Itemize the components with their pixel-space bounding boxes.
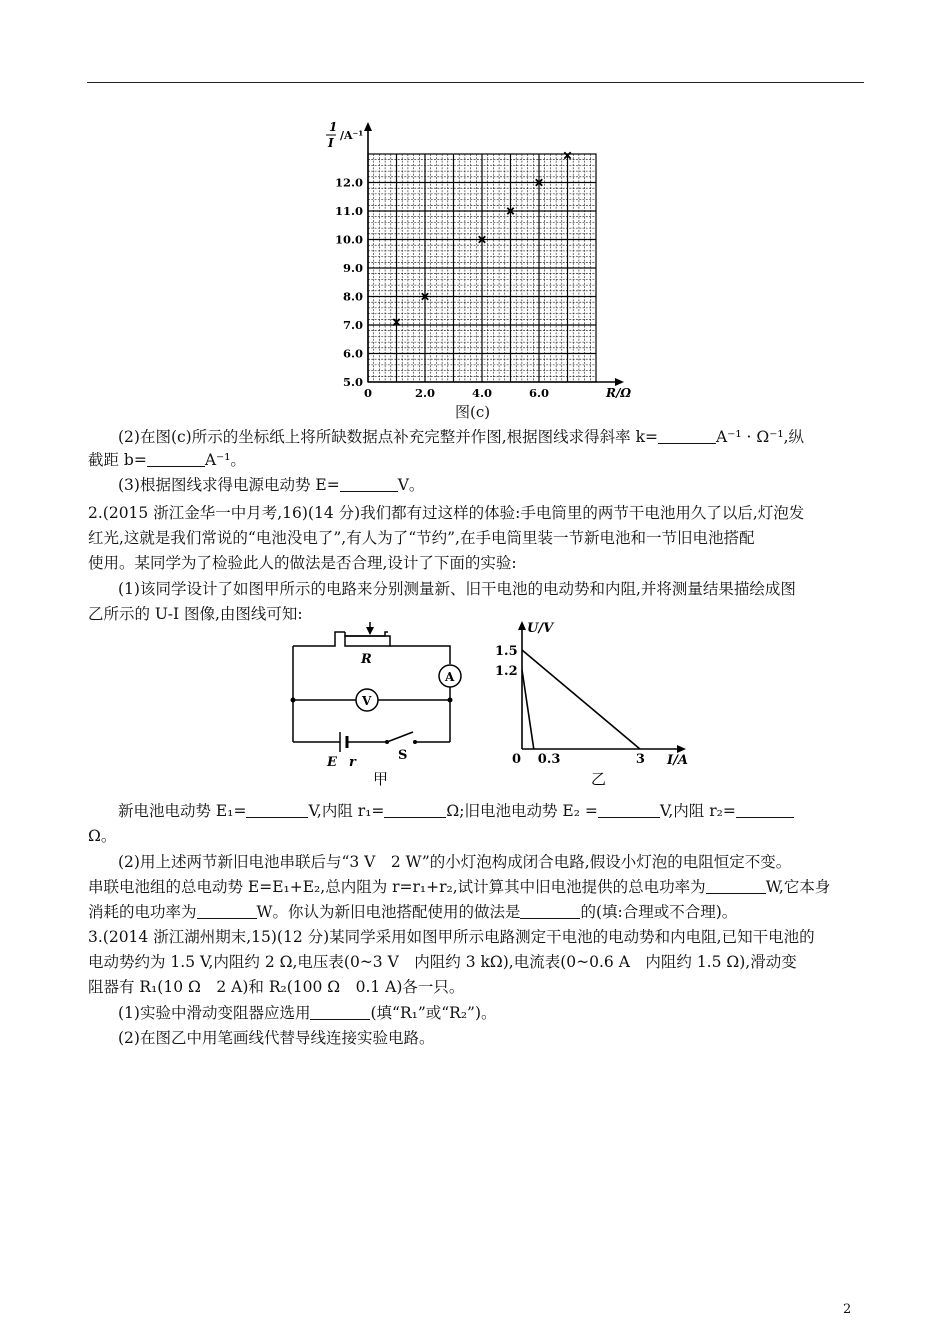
- origin-label: 0: [512, 752, 522, 767]
- q2-part2-line3: 消耗的电功率为 W。你认为新旧电池搭配使用的做法是 的(填:合理或不合理)。: [88, 903, 738, 921]
- label-r: r: [349, 755, 356, 770]
- u-i-line-old: [522, 670, 534, 749]
- label-R: R: [361, 652, 372, 667]
- q3-intro-line1: 3.(2014 浙江湖州期末,15)(12 分)某同学采用如图甲所示电路测定干电池的电动势和内电阻,已知干电池的: [88, 928, 815, 946]
- y-tick-label: 12.0: [334, 175, 363, 190]
- q2-intro-line2: 红光,这就是我们常说的“电池没电了”,有人为了“节约”,在手电筒里装一节新电池和一节旧电池搭配: [88, 529, 755, 547]
- q2-part2-line1: (2)用上述两节新旧电池串联后与“3 V 2 W”的小灯泡构成闭合电路,假设小灯泡的电阻恒定不变。: [118, 853, 792, 871]
- y-tick-label: 10.0: [334, 232, 363, 247]
- u-axis-label: U/V: [527, 621, 554, 636]
- q2-intro-line1: 2.(2015 浙江金华一中月考,16)(14 分)我们都有过这样的体验:手电筒里的两节干电池用久了以后,灯泡发: [88, 504, 805, 522]
- q2-results-line2: Ω。: [88, 827, 117, 845]
- y-tick-label: 6.0: [342, 346, 363, 361]
- figure-c-graph: [300, 118, 650, 403]
- x-tick-label: 4.0: [471, 386, 493, 400]
- u-i-graph: [495, 618, 705, 790]
- q3-intro-line2: 电动势约为 1.5 V,内阻约 2 Ω,电压表(0~3 V 内阻约 3 kΩ),电流表(0~0.6 A 内阻约 1.5 Ω),滑动变: [88, 953, 797, 971]
- x-tick-label: 2.0: [414, 386, 436, 400]
- circuit-diagram: [285, 622, 470, 790]
- i-tick-label: 3: [635, 752, 645, 767]
- q2-results-line1: 新电池电动势 E₁= V,内阻 r₁= Ω;旧电池电动势 E₂ = V,内阻 r₂=: [118, 800, 794, 822]
- y-tick-label: 8.0: [342, 289, 363, 304]
- x-tick-label: 0: [363, 386, 373, 400]
- i-axis-label: I/A: [667, 753, 688, 768]
- u-i-lines: [522, 650, 640, 749]
- ui-graph-caption: 乙: [591, 770, 607, 788]
- x-tick-labels: [364, 386, 549, 400]
- label-S: S: [398, 748, 408, 763]
- q1-part2-line1: (2)在图(c)所示的坐标纸上将所缺数据点补充完整并作图,根据图线求得斜率 k= A⁻¹ · Ω⁻¹,纵: [118, 428, 805, 446]
- label-A: A: [445, 670, 455, 684]
- circuit-caption: 甲: [373, 770, 389, 788]
- q2-part1-line2: 乙所示的 U-I 图像,由图线可知:: [88, 605, 303, 623]
- q3-part1: (1)实验中滑动变阻器应选用 (填“R₁”或“R₂”)。: [118, 1004, 497, 1022]
- header-rule: [87, 82, 864, 83]
- q1-part3: (3)根据图线求得电源电动势 E= V。: [118, 476, 425, 494]
- u-tick-label: 1.2: [495, 663, 518, 679]
- u-i-line-new: [522, 650, 640, 749]
- label-V: V: [362, 694, 372, 708]
- x-tick-label: 6.0: [528, 386, 550, 400]
- figure-c-caption: 图(c): [455, 403, 491, 421]
- y-label-den: I: [328, 136, 334, 150]
- q2-part1-line1: (1)该同学设计了如图甲所示的电路来分别测量新、旧干电池的电动势和内阻,并将测量结果描绘成图: [118, 580, 796, 598]
- q2-part2-line2: 串联电池组的总电动势 E=E₁+E₂,总内阻为 r=r₁+r₂,试计算其中旧电池提供的总电功率为 W,它本身: [88, 878, 831, 896]
- u-tick-label: 1.5: [495, 644, 518, 659]
- i-tick-label: 0.3: [537, 752, 561, 767]
- q3-part2: (2)在图乙中用笔画线代替导线连接实验电路。: [118, 1029, 435, 1047]
- y-tick-label: 5.0: [342, 375, 363, 389]
- y-tick-label: 11.0: [334, 204, 363, 218]
- page-number: 2: [843, 1302, 852, 1317]
- label-E: E: [327, 755, 337, 770]
- y-tick-label: 9.0: [342, 261, 363, 275]
- y-tick-labels: [335, 176, 363, 390]
- x-axis-label: R/Ω: [606, 386, 632, 400]
- grid-paper: [368, 154, 596, 382]
- q2-intro-line3: 使用。某同学为了检验此人的做法是否合理,设计了下面的实验:: [88, 554, 517, 572]
- q1-part2-line2: 截距 b= A⁻¹。: [88, 451, 246, 469]
- y-label-unit: /A⁻¹: [340, 129, 364, 142]
- y-label-num: 1: [329, 120, 338, 134]
- y-tick-label: 7.0: [342, 318, 363, 332]
- q3-intro-line3: 阻器有 R₁(10 Ω 2 A)和 R₂(100 Ω 0.1 A)各一只。: [88, 978, 465, 996]
- rheostat-resistor: [345, 636, 390, 646]
